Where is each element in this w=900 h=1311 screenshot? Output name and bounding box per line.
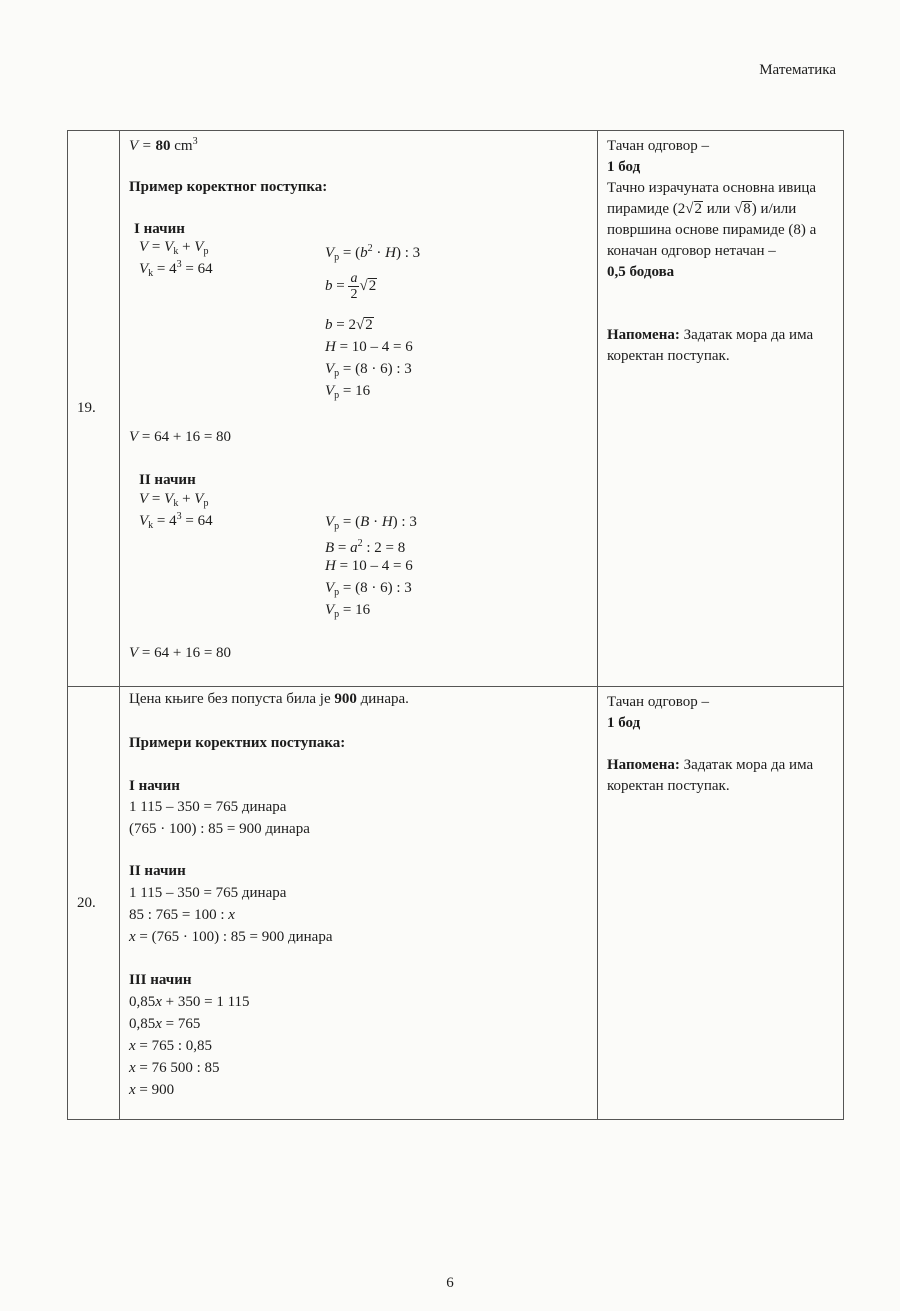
example-heading-20: Примери коректних поступака: [129,735,346,751]
method-label-20-1: I начин [129,778,180,794]
equation-line: $V_p = 16$ [325,602,371,620]
equation-line: x = 900 [129,1082,175,1098]
solution-cell-20 [120,687,598,1120]
equation-line: $V_p = (b^2 \cdot H)$ : 3 [325,243,421,263]
scoring-cell-19 [598,131,844,687]
equation-fraction-line: b = $\frac{a}{2}$ √2 [325,271,377,303]
total-line-19-2: V = 64 + 16 = 80 [129,645,232,661]
note: Напомена: Задатак мора да има коректан поступак. [607,757,814,794]
correct-answer-label: Тачан одговор – [607,138,710,154]
equation-line: 1 115 – 350 = 765 динара [129,885,287,901]
note: Напомена: Задатак мора да има коректан поступак. [607,327,814,364]
method-label-19-1: I начин [134,221,185,237]
example-heading-19: Пример коректног поступка: [129,179,328,195]
page-header-subject: Математика [759,62,836,78]
table-row [68,687,844,1120]
total-line-19-1: V = 64 + 16 = 80 [129,429,232,445]
equation-line: x = 765 : 0,85 [129,1038,213,1054]
equation-line: 0,85x = 765 [129,1016,201,1032]
equation-line: $V_p = (8 \cdot 6)$ : 3 [325,580,412,598]
equation-line: $V_k = 4^3 = 64$ [139,259,213,279]
points-full: 1 бод [607,159,641,175]
equation-line: x = (765 · 100) : 85 = 900 динара [129,929,333,945]
method-label-20-3: III начин [129,972,192,988]
points-partial: 0,5 бодова [607,264,675,280]
scoring-cell-20 [598,687,844,1120]
answer-20: Цена књиге без попуста била је 900 динара. [129,691,409,707]
equation-line: 1 115 – 350 = 765 динара [129,799,287,815]
solution-cell-19 [120,131,598,687]
partial-criteria: Тачно израчуната основна ивица пирамиде (2√2 или √8) и/или површина основе пирамиде (8) а коначан одговор нетачан – [607,180,817,259]
correct-answer-label: Тачан одговор – [607,694,710,710]
equation-line: $V_p = (B \cdot H)$ : 3 [325,514,417,532]
equation-line: $B = a^2$ : 2 = 8 [325,538,406,556]
scoring-table [67,130,844,1120]
method-label-20-2: II начин [129,863,186,879]
equation-line: (765 · 100) : 85 = 900 динара [129,821,310,837]
equation-line: H = 10 – 4 = 6 [325,339,413,355]
equation-line: $V = V_k + V_p$ [139,239,209,257]
equation-line: 85 : 765 = 100 : x [129,907,235,923]
equation-line: x = 76 500 : 85 [129,1060,220,1076]
equation-line: b = 2√2 [325,317,373,333]
answer-19: V = 80 $cm^3$ [129,136,198,154]
table-row [68,131,844,687]
points-full: 1 бод [607,715,641,731]
equation-line: $V_p = 16$ [325,383,371,401]
equation-line: 0,85x + 350 = 1 115 [129,994,250,1010]
task-number-19: 19. [68,131,120,687]
equation-line: $V = V_k + V_p$ [139,491,209,509]
page-number: 6 [446,1275,454,1291]
equation-line: H = 10 – 4 = 6 [325,558,413,574]
equation-line: $V_k = 4^3 = 64$ [139,511,213,531]
equation-line: $V_p = (8 \cdot 6)$ : 3 [325,361,412,379]
task-number-20: 20. [68,687,120,1120]
method-label-19-2: II начин [139,472,196,488]
